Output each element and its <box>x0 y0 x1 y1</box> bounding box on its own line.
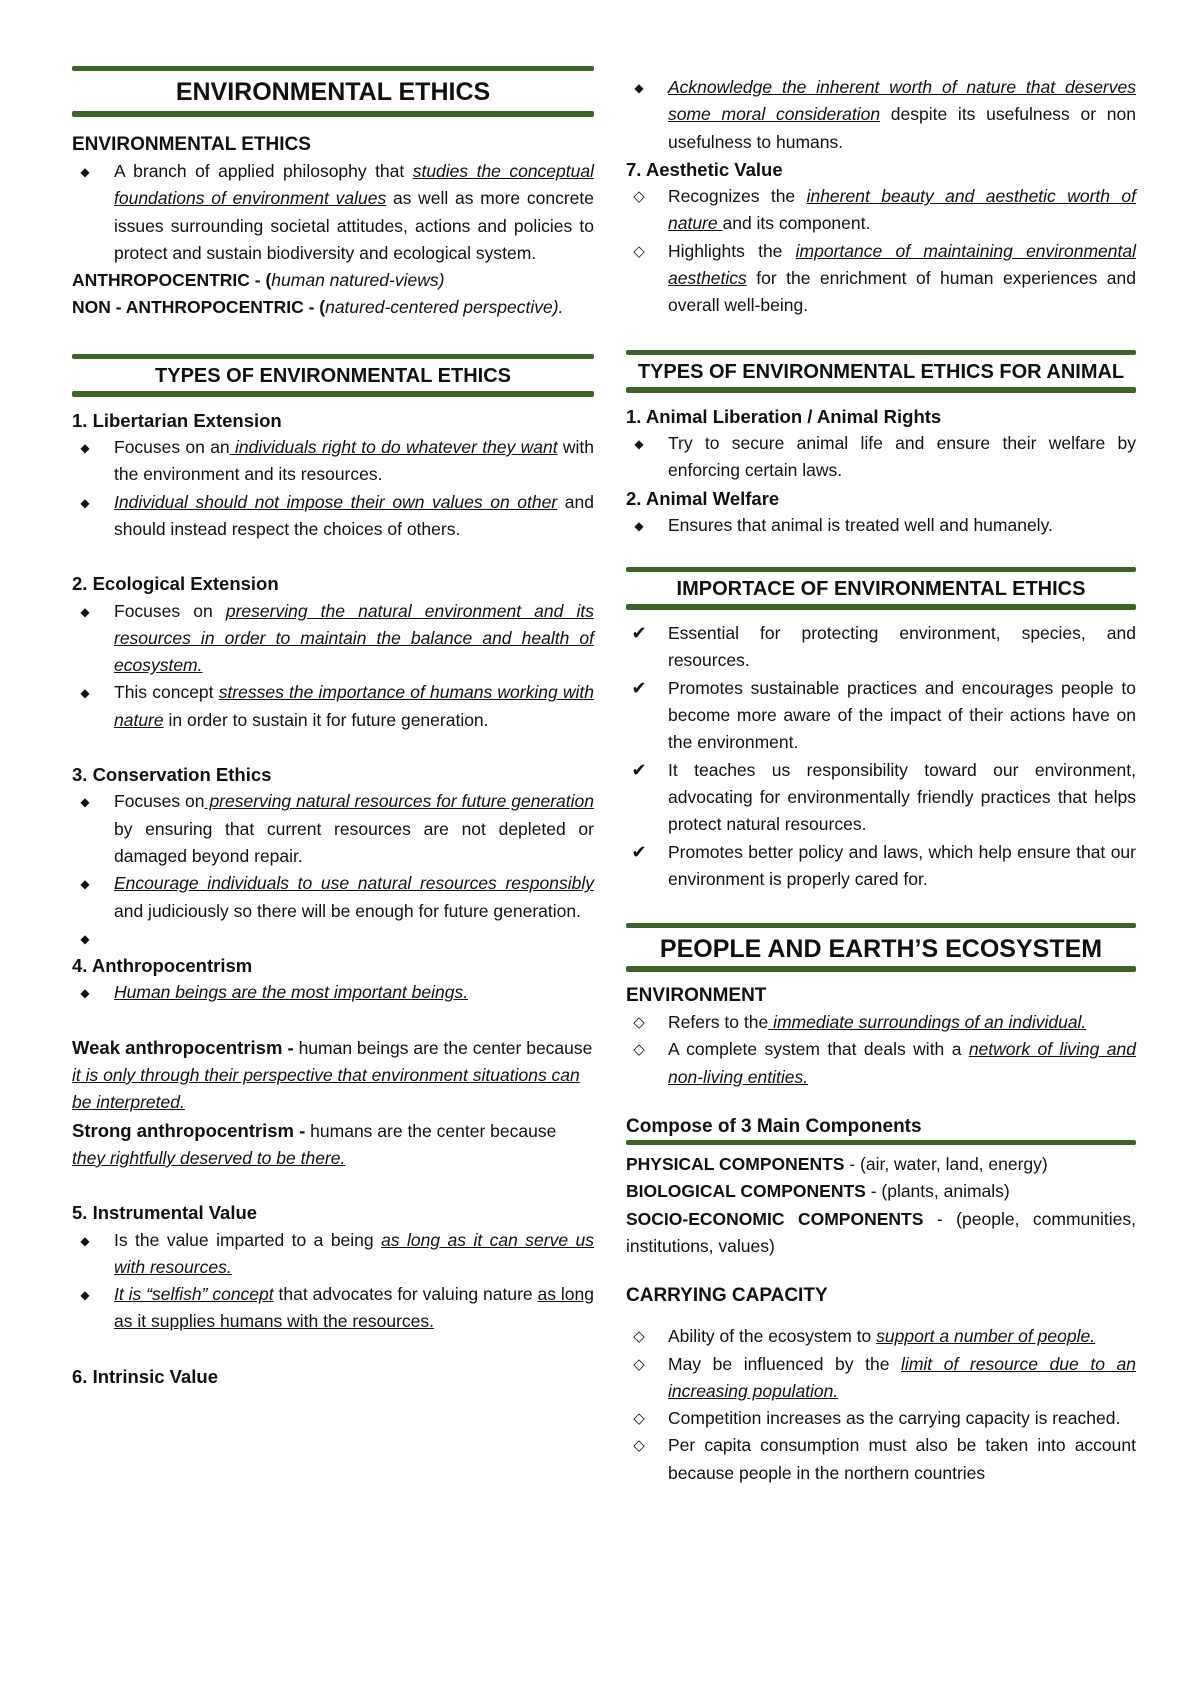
anthropocentrism-title: 4. Anthropocentrism <box>72 955 253 977</box>
env-ethics-heading: ENVIRONMENTAL ETHICS <box>72 134 311 155</box>
libertarian-title: 1. Libertarian Extension <box>72 409 282 431</box>
instrumental-title: 5. Instrumental Value <box>72 1202 258 1224</box>
diamond-bullet-icon <box>74 489 96 517</box>
open-diamond-bullet-icon <box>628 183 650 210</box>
animal-welfare-list <box>626 512 1136 539</box>
environment-list <box>626 1009 1136 1091</box>
aesthetic-title: 7. Aesthetic Value <box>626 158 783 180</box>
diamond-bullet-icon <box>74 1227 96 1255</box>
non-anthropocentric-definition: NON - ANTHROPOCENTRIC - (natured-centered perspective). <box>72 297 564 318</box>
page-title: ENVIRONMENTAL ETHICS <box>175 78 491 106</box>
intrinsic-list <box>626 74 1136 156</box>
aesthetic-list <box>626 183 1136 319</box>
list-item: ◆ Human beings are the most important beings. <box>72 979 594 1006</box>
environment-heading: ENVIRONMENT <box>626 985 767 1007</box>
list-item: ◆ Focuses on preserving natural resources for future generation by ensuring that current resources are not depleted or damaged beyond repair. <box>72 788 594 870</box>
open-diamond-bullet-icon <box>628 1405 650 1432</box>
anthropocentric-definition: ANTHROPOCENTRIC - (human natured-views) <box>72 270 445 291</box>
diamond-bullet-icon <box>628 74 650 102</box>
open-diamond-bullet-icon <box>628 238 650 265</box>
list-item: ◆ Acknowledge the inherent worth of nature that deserves some moral consideration despite its usefulness or non usefulness to humans. <box>626 74 1136 156</box>
components-heading: Compose of 3 Main Components <box>626 1116 922 1138</box>
people-banner-title: PEOPLE AND EARTH’S ECOSYSTEM <box>659 935 1103 964</box>
diamond-bullet-icon <box>74 1281 96 1309</box>
carrying-capacity-heading: CARRYING CAPACITY <box>626 1285 828 1307</box>
list-item: ◆ Ensures that animal is treated well and humanely. <box>626 512 1136 539</box>
list-item: ✔ Promotes better policy and laws, which help ensure that our environment is properly cared for. <box>626 839 1136 894</box>
conservation-list <box>72 788 594 952</box>
diamond-bullet-icon <box>74 679 96 707</box>
importance-banner-title: IMPORTACE OF ENVIRONMENTAL ETHICS <box>676 578 1086 601</box>
libertarian-list <box>72 434 594 543</box>
list-item: ◇ Highlights the importance of maintaining environmental aesthetics for the enrichment of human experiences and overall well-being. <box>626 238 1136 320</box>
conservation-title: 3. Conservation Ethics <box>72 764 272 786</box>
list-item: ◇ Ability of the ecosystem to support a number of people. <box>626 1323 1136 1350</box>
list-item: ◆ This concept stresses the importance of humans working with nature in order to sustain it for future generation. <box>72 679 594 734</box>
diamond-bullet-icon <box>74 158 96 186</box>
checkmark-icon <box>628 620 650 648</box>
list-item: ◆ Encourage individuals to use natural resources responsibly and judiciously so there will be enough for future generation. <box>72 870 594 925</box>
list-item <box>72 925 594 952</box>
checkmark-icon <box>628 675 650 703</box>
components-underline-bar <box>626 1140 1136 1145</box>
list-item: ◇ May be influenced by the limit of resource due to an increasing population. <box>626 1351 1136 1406</box>
checkmark-icon <box>628 757 650 785</box>
weak-anthropocentrism: Weak anthropocentrism - human beings are the center because it is only through their perspective that environment situations can be interpreted. <box>72 1036 593 1113</box>
instrumental-list <box>72 1227 594 1336</box>
diamond-bullet-icon <box>74 788 96 816</box>
animal-banner-title: TYPES OF ENVIRONMENTAL ETHICS FOR ANIMAL <box>637 360 1125 383</box>
list-item: ◆ Focuses on an individuals right to do whatever they want with the environment and its resources. <box>72 434 594 489</box>
list-item: ◆ Is the value imparted to a being as long as it can serve us with resources. <box>72 1227 594 1282</box>
ecological-list <box>72 598 594 734</box>
list-item: ✔ It teaches us responsibility toward our environment, advocating for environmentally friendly practices that helps protect natural resources. <box>626 757 1136 839</box>
list-item: ◆ Try to secure animal life and ensure their welfare by enforcing certain laws. <box>626 430 1136 485</box>
list-item: ◆ A branch of applied philosophy that studies the conceptual foundations of environment values as well as more concrete issues surrounding societal attitudes, actions and policies to protect and sustain biodiversity and ecological system. <box>72 158 594 267</box>
animal-liberation-list <box>626 430 1136 485</box>
diamond-bullet-icon <box>74 870 96 898</box>
list-item: ✔ Promotes sustainable practices and encourages people to become more aware of the impact of their actions have on the environment. <box>626 675 1136 757</box>
list-item: ◆ Focuses on preserving the natural environment and its resources in order to maintain the balance and health of ecosystem. <box>72 598 594 680</box>
diamond-bullet-icon <box>74 598 96 626</box>
open-diamond-bullet-icon <box>628 1009 650 1036</box>
open-diamond-bullet-icon <box>628 1036 650 1063</box>
open-diamond-bullet-icon <box>628 1323 650 1350</box>
importance-list <box>626 620 1136 893</box>
diamond-bullet-icon <box>628 512 650 540</box>
list-item: ◇ Refers to the immediate surroundings of an individual. <box>626 1009 1136 1036</box>
open-diamond-bullet-icon <box>628 1351 650 1378</box>
diamond-bullet-icon <box>628 430 650 458</box>
list-item: ✔ Essential for protecting environment, species, and resources. <box>626 620 1136 675</box>
socio-economic-components: SOCIO-ECONOMIC COMPONENTS - (people, communities, institutions, values) <box>626 1208 1136 1256</box>
biological-components: BIOLOGICAL COMPONENTS - (plants, animals) <box>626 1181 1010 1202</box>
list-item: ◆ It is “selfish” concept that advocates for valuing nature as long as it supplies humans with the resources. <box>72 1281 594 1336</box>
list-item: ◇ Recognizes the inherent beauty and aesthetic worth of nature and its component. <box>626 183 1136 238</box>
checkmark-icon <box>628 839 650 867</box>
diamond-bullet-icon <box>74 979 96 1007</box>
intrinsic-title: 6. Intrinsic Value <box>72 1365 219 1387</box>
env-ethics-list <box>72 158 594 267</box>
types-banner-title: TYPES OF ENVIRONMENTAL ETHICS <box>155 364 511 387</box>
ecological-title: 2. Ecological Extension <box>72 573 279 595</box>
list-item: ◆ Individual should not impose their own values on other and should instead respect the choices of others. <box>72 489 594 544</box>
diamond-bullet-icon <box>74 925 96 953</box>
right-column <box>626 0 1136 1487</box>
list-item: ◇ Per capita consumption must also be taken into account because people in the northern countries <box>626 1432 1136 1487</box>
strong-anthropocentrism: Strong anthropocentrism - humans are the center because they rightfully deserved to be there. <box>72 1119 557 1168</box>
carrying-capacity-list <box>626 1323 1136 1487</box>
list-item: ◇ Competition increases as the carrying capacity is reached. <box>626 1405 1136 1432</box>
left-column <box>72 0 594 1390</box>
anthropocentrism-list <box>72 979 594 1006</box>
list-item: ◇ A complete system that deals with a network of living and non-living entities. <box>626 1036 1136 1091</box>
animal-liberation-title: 1. Animal Liberation / Animal Rights <box>626 405 942 427</box>
diamond-bullet-icon <box>74 434 96 462</box>
physical-components: PHYSICAL COMPONENTS - (air, water, land, energy) <box>626 1154 1048 1175</box>
open-diamond-bullet-icon <box>628 1432 650 1459</box>
animal-welfare-title: 2. Animal Welfare <box>626 487 780 509</box>
